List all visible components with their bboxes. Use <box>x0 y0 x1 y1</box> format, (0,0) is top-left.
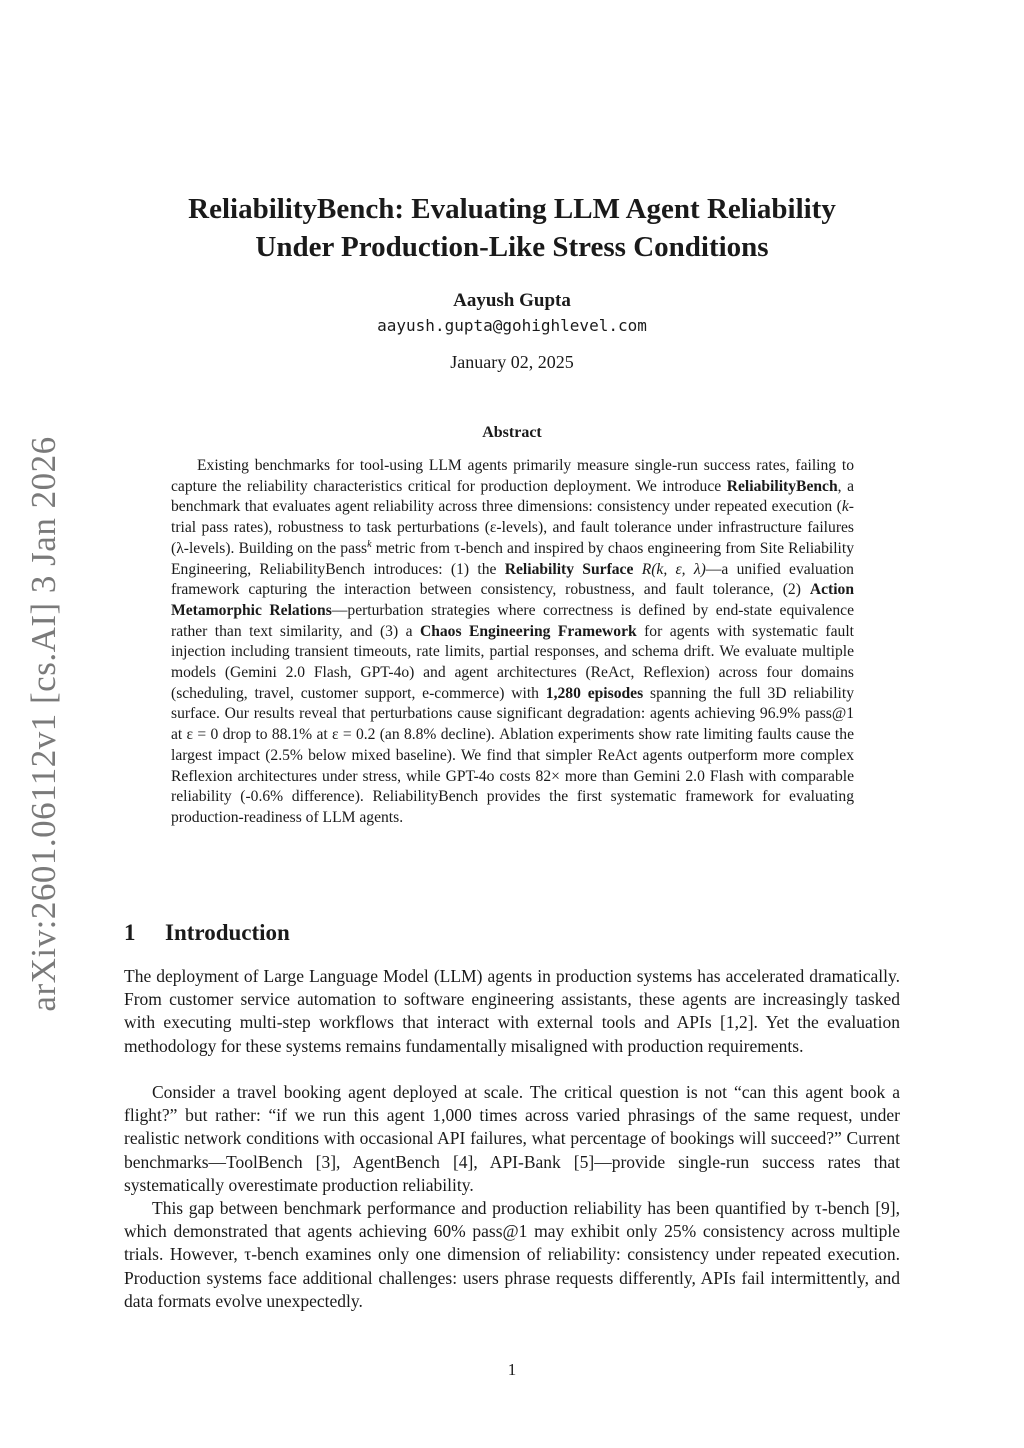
abstract-text: spanning the full 3D reliability surface. Our results reveal that perturbations cause significant degradation: agents achieving 96.9% pass@1 at ε = 0 drop to 88.1% at ε = 0.2 (an 8.8% decline). Ablation experiments show rate limiting faults cause the largest impact (2.5% below mixed baseline). We find that simpler ReAct agents outperform more complex Reflexion architectures under stress, while GPT-4o costs 82× more than Gemini 2.0 Flash with comparable reliability (-0.6% difference). ReliabilityBench provides the first systematic framework for evaluating production-readiness of LLM agents. <box>171 684 854 826</box>
abstract-text: —perturbation strategies where correctness is defined by end-state equivalence rather than text similarity, and (3) a <box>171 601 854 640</box>
abstract-bold-term: Chaos Engineering Framework <box>419 622 637 640</box>
abstract-math: R(k, ε, λ) <box>633 560 706 578</box>
abstract-bold-term: 1,280 episodes <box>545 684 644 702</box>
abstract-body <box>171 456 854 829</box>
abstract-text: , a benchmark that evaluates agent reliability across three dimensions: consistency under repeated execution ( <box>171 477 855 516</box>
intro-paragraph-1: The deployment of Large Language Model (LLM) agents in production systems has accelerated dramatically. From customer service automation to software engineering assistants, these agents are increasingly tasked with executing multi-step workflows that interact with external tools and APIs [1,2]. Yet the evaluation methodology for these systems remains fundamentally misaligned with production requirements. <box>124 966 900 1056</box>
arxiv-identifier: arXiv:2601.06112v1 [cs.AI] 3 Jan 2026 <box>24 436 63 1012</box>
publication-date: January 02, 2025 <box>450 352 574 372</box>
abstract-text: for agents with systematic fault injection including transient timeouts, rate limits, partial responses, and schema drift. We evaluate multiple models (Gemini 2.0 Flash, GPT-4o) and agent architectures (ReAct, Reflexion) across four domains (scheduling, travel, customer support, e-commerce) with <box>171 622 855 702</box>
abstract-superscript: k <box>367 538 372 550</box>
title-line-1: ReliabilityBench: Evaluating LLM Agent Reliability <box>188 193 836 225</box>
author-name: Aayush Gupta <box>453 290 571 311</box>
abstract-bold-term: Action Metamorphic Relations <box>171 581 854 619</box>
abstract-bold-term: Reliability Surface <box>504 560 634 578</box>
abstract-text: -trial pass rates), robustness to task perturbations (ε-levels), and fault tolerance under infrastructure failures (λ-levels). Building on the pass <box>171 498 854 557</box>
abstract-text: Existing benchmarks for tool-using LLM agents primarily measure single-run success rates, failing to capture the reliability characteristics critical for production deployment. We introduce <box>171 457 854 495</box>
section-heading <box>124 920 290 946</box>
abstract-bold-term: ReliabilityBench <box>726 477 838 495</box>
section-title: Introduction <box>165 920 290 945</box>
author-email: aayush.gupta@gohighlevel.com <box>377 316 647 335</box>
intro-paragraph-3: This gap between benchmark performance and production reliability has been quantified by τ-bench [9], which demonstrated that agents achieving 60% pass@1 may exhibit only 25% consistency across multiple trials. However, τ-bench examines only one dimension of reliability: consistency under repeated execution. Production systems face additional challenges: users phrase requests differently, APIs fail intermittently, and data formats evolve unexpectedly. <box>124 1198 900 1311</box>
abstract-heading: Abstract <box>482 424 542 441</box>
abstract-math: k <box>841 498 849 516</box>
paper-title <box>0 190 1024 266</box>
page-number: 1 <box>507 1360 517 1379</box>
abstract-text: —a unified evaluation framework capturing the interaction between consistency, robustness, and fault tolerance, (2) <box>171 560 854 599</box>
intro-paragraph-2: Consider a travel booking agent deployed at scale. The critical question is not “can this agent book a flight?” but rather: “if we run this agent 1,000 times across varied phrasings of the same request, under realistic network conditions with occasional API failures, what percentage of bookings will succeed?” Current benchmarks—ToolBench [3], AgentBench [4], API-Bank [5]—provide single-run success rates that systematically overestimate production reliability. <box>124 1082 900 1195</box>
abstract-text: metric from τ-bench and inspired by chaos engineering from Site Reliability Engineering, ReliabilityBench introduces: (1) the <box>171 539 854 578</box>
section-number: 1 <box>124 920 136 945</box>
title-line-2: Under Production-Like Stress Conditions <box>255 231 769 263</box>
